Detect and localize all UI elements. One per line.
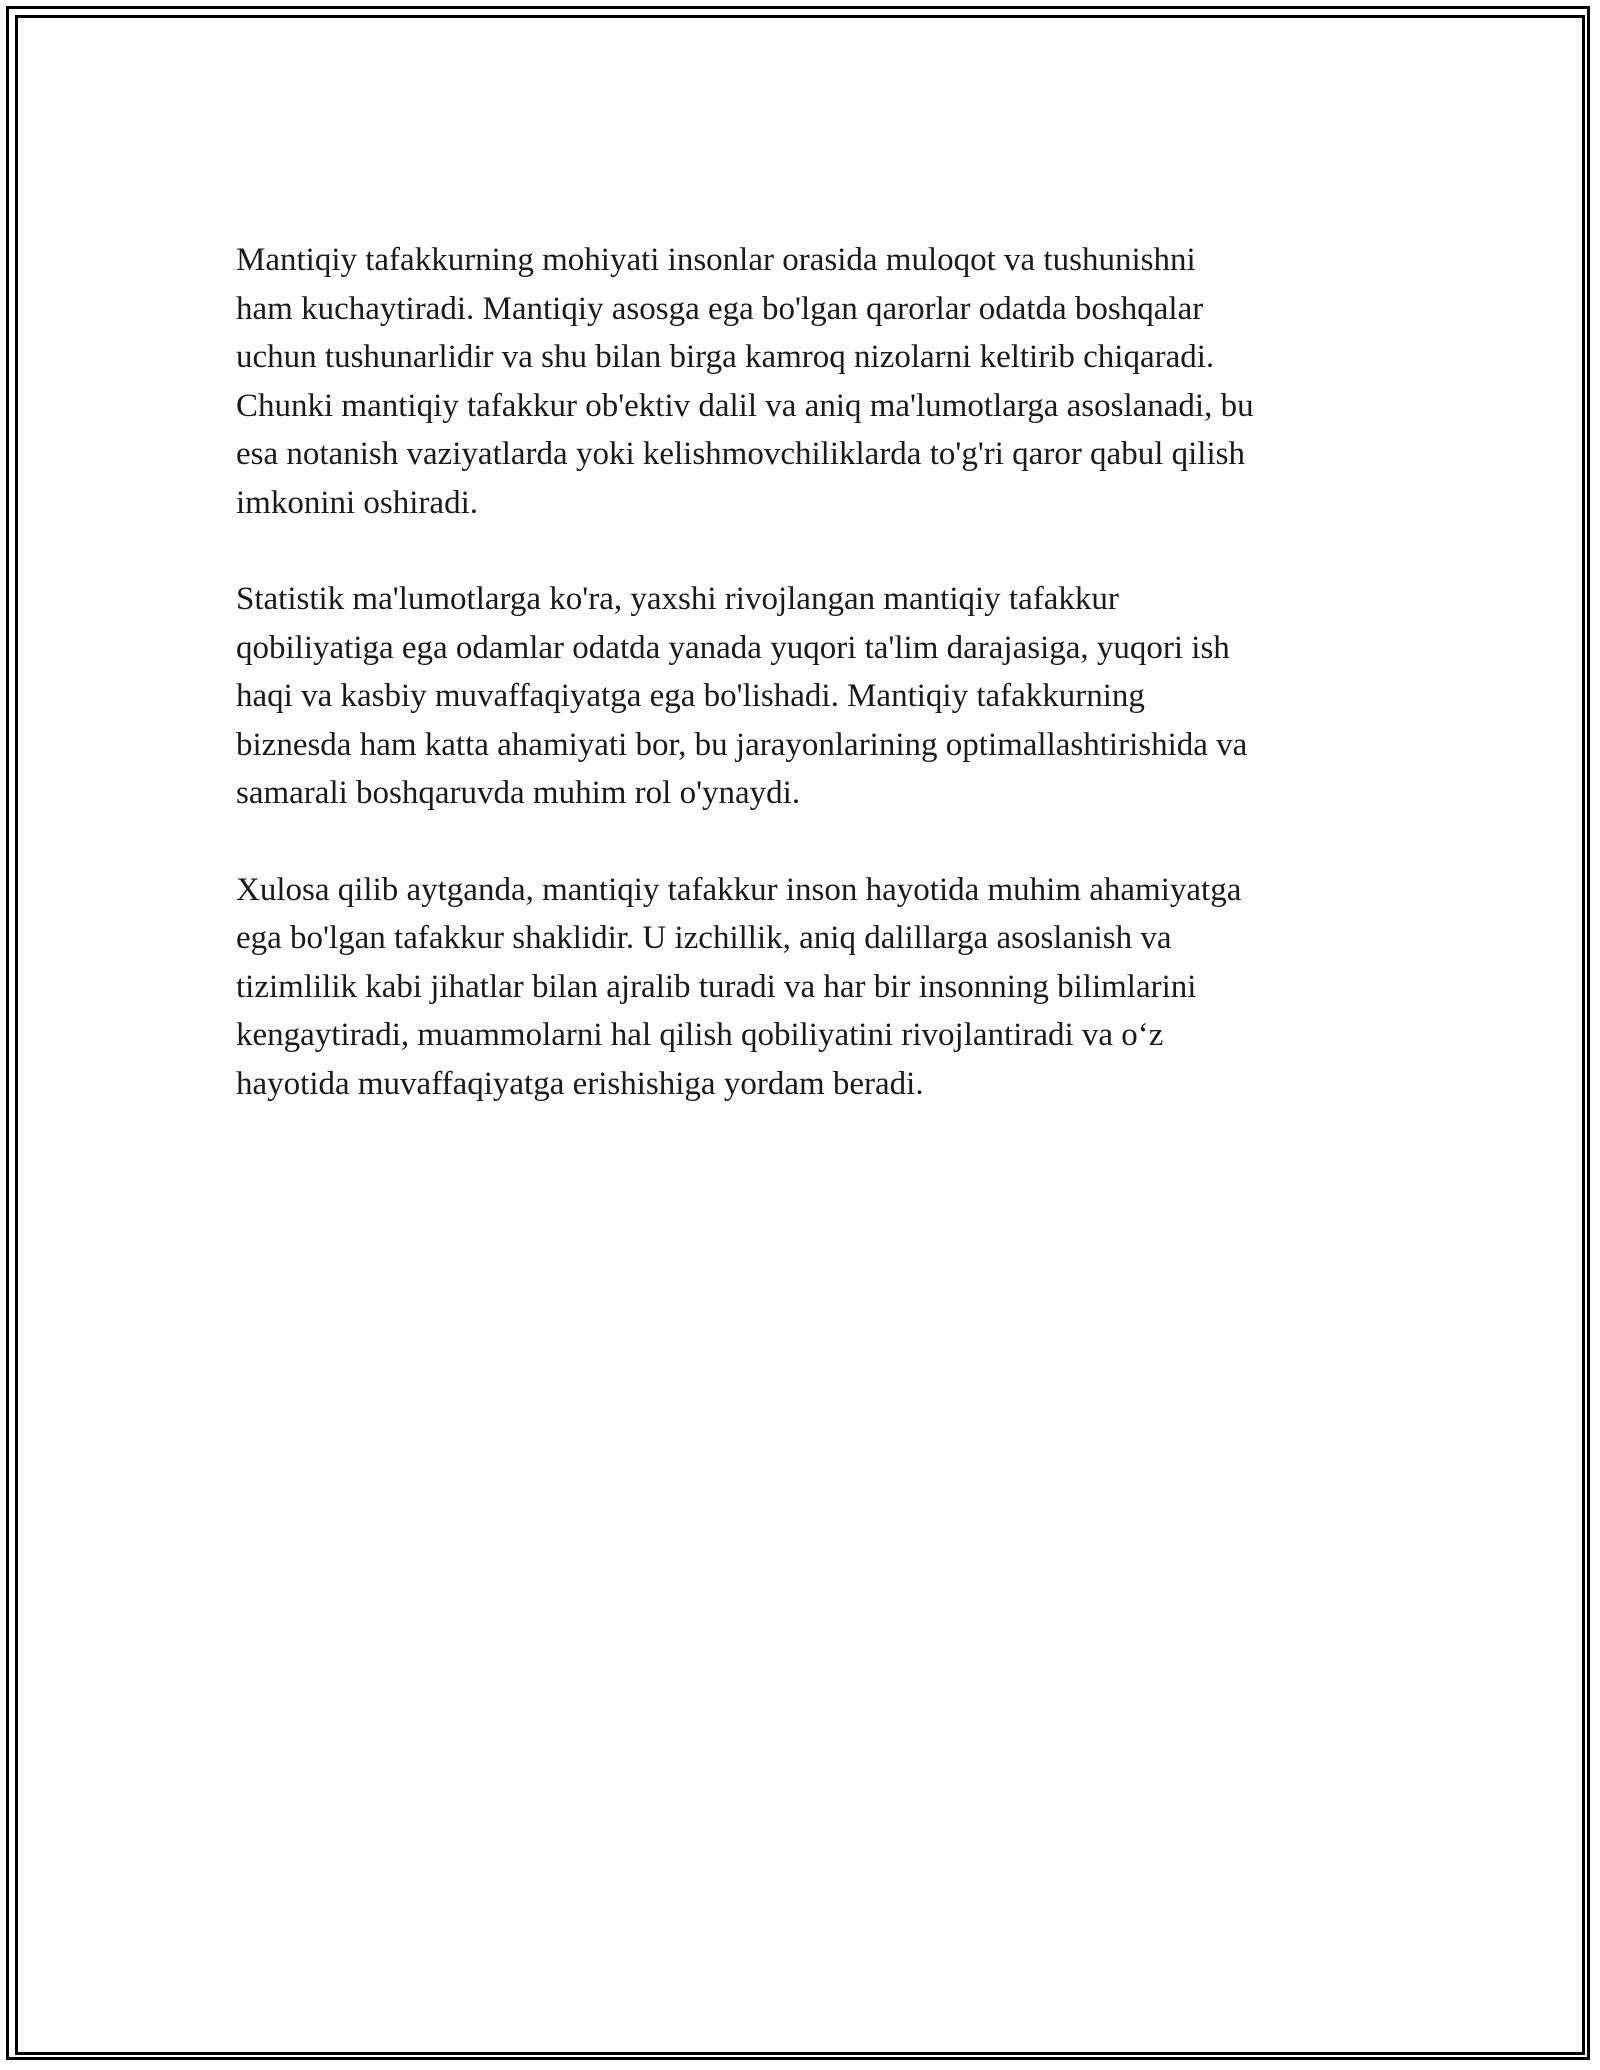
paragraph-3: Xulosa qilib aytganda, mantiqiy tafakkur inson hayotida muhim ahamiyatga ega bo'lgan tafakkur shaklidir. U izchillik, aniq dalillarga asoslanish va tizimlilik kabi jihatlar bilan ajralib turadi va har bir insonning bilimlarini kengaytiradi, muammolarni hal qilish qobiliyatini rivojlantiradi va o‘z hayotida muvaffaqiyatga erishishiga yordam beradi. <box>236 871 1242 1102</box>
paragraph-1: Mantiqiy tafakkurning mohiyati insonlar orasida muloqot va tushunishni ham kuchaytiradi. Mantiqiy asosga ega bo'lgan qarorlar odatda boshqalar uchun tushunarlidir va shu bilan birga kamroq nizolarni keltirib chiqaradi. Chunki mantiqiy tafakkur ob'ektiv dalil va aniq ma'lumotlarga asoslanadi, bu esa notanish vaziyatlarda yoki kelishmovchiliklarda to'g'ri qaror qabul qilish imkonini oshiradi. <box>236 242 1254 521</box>
paragraph-2: Statistik ma'lumotlarga ko'ra, yaxshi rivojlangan mantiqiy tafakkur qobiliyatiga ega odamlar odatda yanada yuqori ta'lim darajasiga, yuqori ish haqi va kasbiy muvaffaqiyatga ega bo'lishadi. Mantiqiy tafakkurning biznesda ham katta ahamiyati bor, bu jarayonlarining optimallashtirishida va samarali boshqaruvda muhim rol o'ynaydi. <box>236 581 1248 811</box>
document-body <box>236 236 1386 1156</box>
